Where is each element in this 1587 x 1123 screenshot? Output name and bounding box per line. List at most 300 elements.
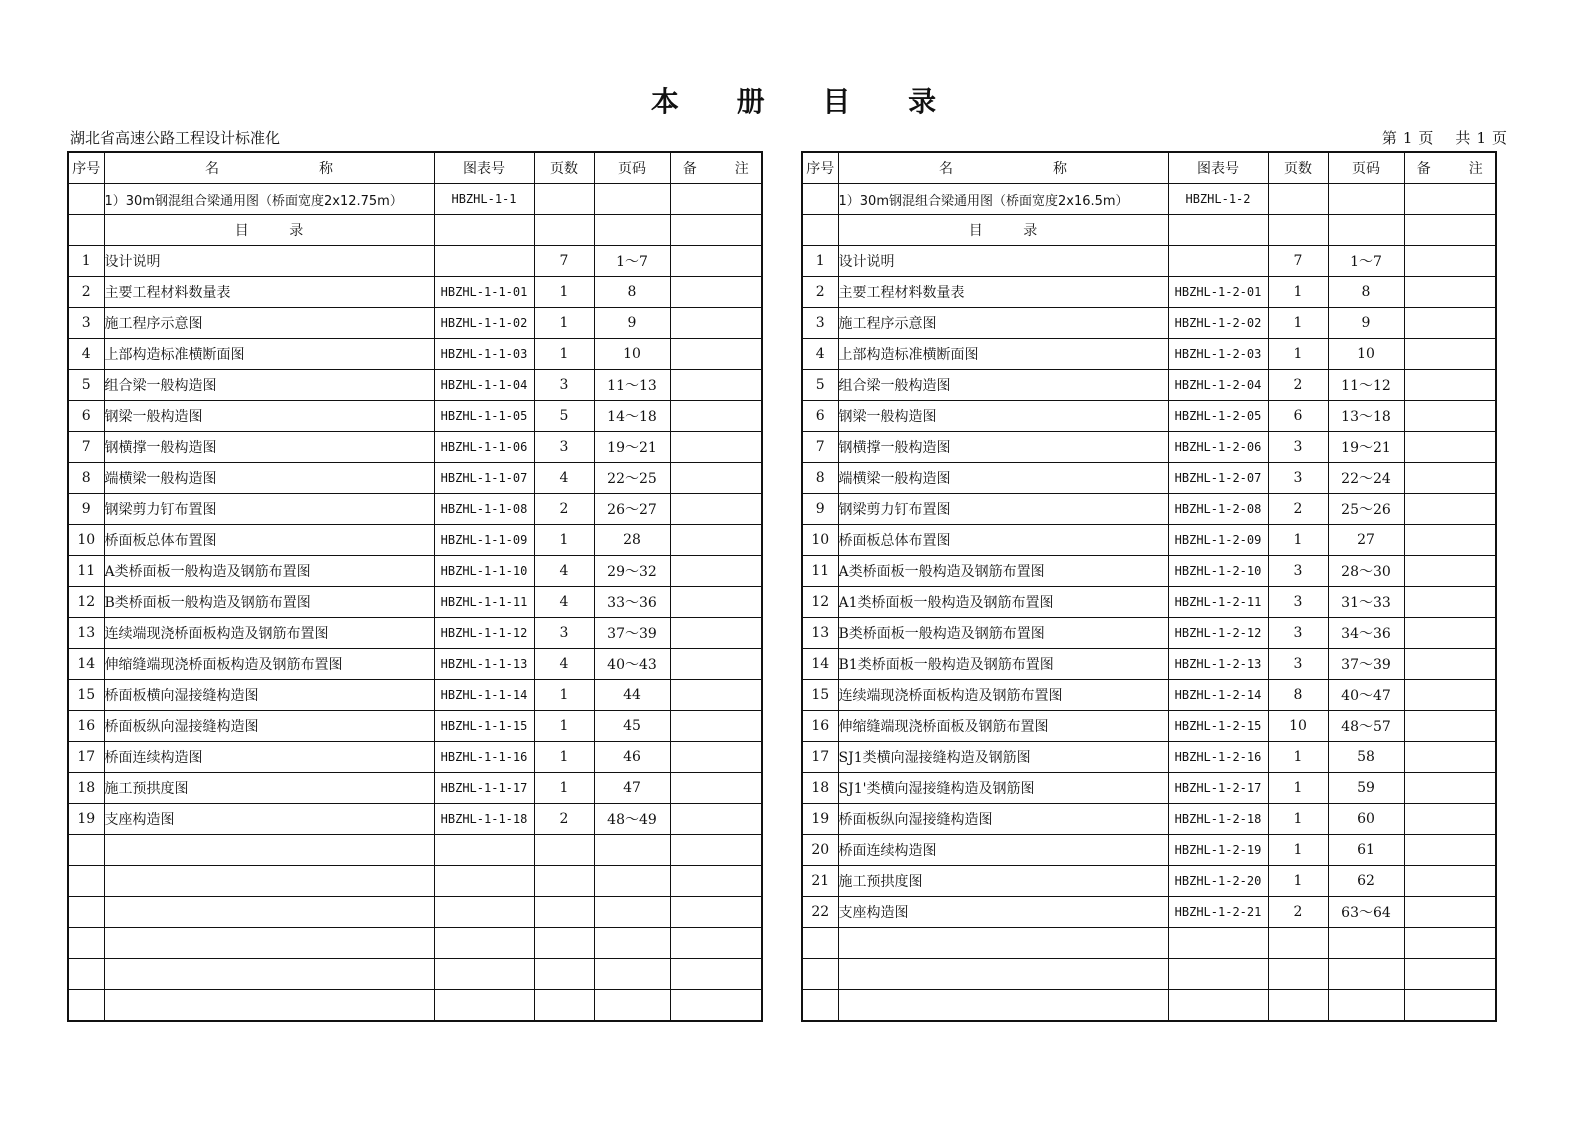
row-seq: 13: [802, 618, 838, 649]
row-page-no: 9: [594, 308, 670, 339]
row-code: HBZHL-1-2-15: [1168, 711, 1268, 742]
row-seq: 11: [68, 556, 104, 587]
row-page-no: 47: [594, 773, 670, 804]
row-name: A1类桥面板一般构造及钢筋布置图: [838, 587, 1168, 618]
row-pages: 7: [1268, 246, 1328, 277]
row-code: HBZHL-1-1-12: [434, 618, 534, 649]
row-pages: 1: [534, 277, 594, 308]
row-seq: 10: [802, 525, 838, 556]
row-pages: 5: [534, 401, 594, 432]
row-remark: [1404, 370, 1496, 401]
row-pages: 3: [534, 618, 594, 649]
row-seq: 1: [802, 246, 838, 277]
table-row: [802, 308, 1496, 339]
row-pages: 1: [1268, 308, 1328, 339]
row-remark: [1404, 866, 1496, 897]
row-seq: 14: [68, 649, 104, 680]
row-code: HBZHL-1-1-14: [434, 680, 534, 711]
row-page-no: [1328, 959, 1404, 990]
row-seq: [802, 928, 838, 959]
section-title: 1）30m钢混组合梁通用图（桥面宽度2x12.75m）: [104, 184, 434, 215]
row-name: 施工程序示意图: [104, 308, 434, 339]
row-name: 设计说明: [104, 246, 434, 277]
row-seq: 19: [68, 804, 104, 835]
row-name: 桥面板横向湿接缝构造图: [104, 680, 434, 711]
table-row: [68, 773, 762, 804]
row-pages: [534, 928, 594, 959]
row-code: HBZHL-1-1-09: [434, 525, 534, 556]
row-code: HBZHL-1-1-01: [434, 277, 534, 308]
row-name: 组合梁一般构造图: [838, 370, 1168, 401]
row-name: 支座构造图: [838, 897, 1168, 928]
row-page-no: 9: [1328, 308, 1404, 339]
row-code: HBZHL-1-2-14: [1168, 680, 1268, 711]
row-remark: [1404, 432, 1496, 463]
table-row: [802, 246, 1496, 277]
row-remark: [670, 618, 762, 649]
row-remark: [1404, 959, 1496, 990]
header-row: [802, 152, 1496, 184]
row-name: 施工预拱度图: [104, 773, 434, 804]
section-row: [802, 184, 1496, 215]
row-page-no: 46: [594, 742, 670, 773]
row-pages: 4: [534, 556, 594, 587]
row-code: HBZHL-1-2-13: [1168, 649, 1268, 680]
row-remark: [670, 773, 762, 804]
table-row: [68, 339, 762, 370]
contents-label: 目 录: [104, 215, 434, 246]
row-page-no: 61: [1328, 835, 1404, 866]
row-page-no: 40～47: [1328, 680, 1404, 711]
row-name: 桥面连续构造图: [104, 742, 434, 773]
row-code: HBZHL-1-2-11: [1168, 587, 1268, 618]
row-name: 端横梁一般构造图: [104, 463, 434, 494]
row-name: B类桥面板一般构造及钢筋布置图: [104, 587, 434, 618]
page-title: 本 册 目 录: [650, 85, 961, 118]
row-seq: 8: [68, 463, 104, 494]
row-remark: [670, 649, 762, 680]
row-name: 连续端现浇桥面板构造及钢筋布置图: [104, 618, 434, 649]
row-code: [434, 866, 534, 897]
row-name: 钢横撑一般构造图: [104, 432, 434, 463]
row-pages: 7: [534, 246, 594, 277]
table-row: [68, 277, 762, 308]
row-remark: [1404, 649, 1496, 680]
row-name: 组合梁一般构造图: [104, 370, 434, 401]
row-remark: [670, 556, 762, 587]
row-remark: [670, 370, 762, 401]
table-row: [68, 835, 762, 866]
row-seq: 9: [802, 494, 838, 525]
row-seq: [68, 835, 104, 866]
row-pages: 3: [1268, 463, 1328, 494]
row-code: HBZHL-1-2-04: [1168, 370, 1268, 401]
table-row: [802, 339, 1496, 370]
table-row: [802, 494, 1496, 525]
row-remark: [1404, 742, 1496, 773]
row-name: 桥面板纵向湿接缝构造图: [104, 711, 434, 742]
row-pages: [534, 835, 594, 866]
page-total-prefix: 共: [1455, 129, 1471, 147]
row-pages: 1: [534, 773, 594, 804]
row-code: HBZHL-1-2-07: [1168, 463, 1268, 494]
row-pages: 6: [1268, 401, 1328, 432]
row-seq: [802, 959, 838, 990]
row-pages: 1: [534, 711, 594, 742]
row-seq: 12: [802, 587, 838, 618]
row-pages: 1: [1268, 866, 1328, 897]
row-remark: [1404, 587, 1496, 618]
row-name: 施工程序示意图: [838, 308, 1168, 339]
table-row: [68, 990, 762, 1022]
row-page-no: 28～30: [1328, 556, 1404, 587]
row-seq: [68, 959, 104, 990]
row-page-no: 31～33: [1328, 587, 1404, 618]
row-pages: 3: [534, 432, 594, 463]
row-seq: 3: [68, 308, 104, 339]
row-page-no: 19～21: [594, 432, 670, 463]
row-page-no: 28: [594, 525, 670, 556]
page-total-unit: 页: [1491, 129, 1507, 147]
row-code: HBZHL-1-1-16: [434, 742, 534, 773]
row-remark: [1404, 990, 1496, 1022]
row-page-no: 8: [1328, 277, 1404, 308]
row-code: HBZHL-1-2-12: [1168, 618, 1268, 649]
row-name: 主要工程材料数量表: [838, 277, 1168, 308]
row-code: HBZHL-1-1-11: [434, 587, 534, 618]
row-code: HBZHL-1-1-10: [434, 556, 534, 587]
row-seq: 15: [802, 680, 838, 711]
row-remark: [1404, 339, 1496, 370]
table-row: [68, 742, 762, 773]
table-row: [802, 277, 1496, 308]
header-row: [68, 152, 762, 184]
row-code: [434, 246, 534, 277]
table-row: [68, 866, 762, 897]
row-page-no: 48～57: [1328, 711, 1404, 742]
table-row: [802, 618, 1496, 649]
row-remark: [1404, 556, 1496, 587]
section-code: HBZHL-1-2: [1168, 184, 1268, 215]
row-page-no: 14～18: [594, 401, 670, 432]
row-pages: 10: [1268, 711, 1328, 742]
row-pages: 2: [1268, 897, 1328, 928]
row-page-no: 10: [1328, 339, 1404, 370]
row-page-no: [594, 990, 670, 1022]
col-remark-header: 备 注: [670, 152, 762, 184]
row-page-no: 11～13: [594, 370, 670, 401]
table-row: [802, 711, 1496, 742]
row-page-no: 26～27: [594, 494, 670, 525]
col-pageno-header: 页码: [594, 152, 670, 184]
table-row: [68, 370, 762, 401]
row-code: HBZHL-1-2-21: [1168, 897, 1268, 928]
row-code: HBZHL-1-1-18: [434, 804, 534, 835]
row-seq: 7: [68, 432, 104, 463]
row-code: HBZHL-1-2-10: [1168, 556, 1268, 587]
row-page-no: [594, 897, 670, 928]
table-row: [68, 463, 762, 494]
row-name: 施工预拱度图: [838, 866, 1168, 897]
row-remark: [670, 432, 762, 463]
row-code: HBZHL-1-2-01: [1168, 277, 1268, 308]
row-pages: 4: [534, 649, 594, 680]
row-name: SJ1'类横向湿接缝构造及钢筋图: [838, 773, 1168, 804]
row-seq: 12: [68, 587, 104, 618]
page-info: [1376, 127, 1507, 148]
row-code: HBZHL-1-2-03: [1168, 339, 1268, 370]
row-pages: 1: [534, 525, 594, 556]
row-page-no: 37～39: [594, 618, 670, 649]
row-remark: [670, 959, 762, 990]
row-page-no: 45: [594, 711, 670, 742]
row-pages: 3: [1268, 649, 1328, 680]
row-name: 钢梁剪力钉布置图: [838, 494, 1168, 525]
row-remark: [1404, 680, 1496, 711]
row-seq: 1: [68, 246, 104, 277]
row-page-no: 33～36: [594, 587, 670, 618]
row-code: HBZHL-1-2-18: [1168, 804, 1268, 835]
row-name: [104, 990, 434, 1022]
row-name: [104, 897, 434, 928]
row-page-no: [594, 928, 670, 959]
row-pages: 2: [1268, 370, 1328, 401]
table-row: [802, 556, 1496, 587]
col-name-header: 名 称: [838, 152, 1168, 184]
row-remark: [1404, 494, 1496, 525]
row-code: HBZHL-1-1-03: [434, 339, 534, 370]
row-code: [1168, 990, 1268, 1022]
row-remark: [670, 711, 762, 742]
row-page-no: 25～26: [1328, 494, 1404, 525]
row-pages: 1: [1268, 742, 1328, 773]
row-page-no: 13～18: [1328, 401, 1404, 432]
row-remark: [670, 308, 762, 339]
row-name: 支座构造图: [104, 804, 434, 835]
row-code: HBZHL-1-1-13: [434, 649, 534, 680]
row-seq: [68, 866, 104, 897]
row-seq: 14: [802, 649, 838, 680]
row-name: 钢横撑一般构造图: [838, 432, 1168, 463]
table-row: [802, 525, 1496, 556]
row-name: [104, 866, 434, 897]
row-remark: [1404, 246, 1496, 277]
table-row: [802, 742, 1496, 773]
row-page-no: 29～32: [594, 556, 670, 587]
row-seq: 17: [68, 742, 104, 773]
table-row: [802, 959, 1496, 990]
row-page-no: 59: [1328, 773, 1404, 804]
row-page-no: [594, 959, 670, 990]
row-name: 钢梁一般构造图: [838, 401, 1168, 432]
row-page-no: 44: [594, 680, 670, 711]
row-remark: [670, 525, 762, 556]
row-pages: [534, 959, 594, 990]
row-pages: 3: [1268, 618, 1328, 649]
row-pages: 1: [534, 308, 594, 339]
row-pages: 4: [534, 587, 594, 618]
row-page-no: 48～49: [594, 804, 670, 835]
row-seq: 10: [68, 525, 104, 556]
row-code: HBZHL-1-2-09: [1168, 525, 1268, 556]
row-pages: 3: [534, 370, 594, 401]
row-seq: 15: [68, 680, 104, 711]
table-row: [802, 401, 1496, 432]
contents-row: [802, 215, 1496, 246]
row-remark: [1404, 308, 1496, 339]
table-row: [68, 432, 762, 463]
row-page-no: 63～64: [1328, 897, 1404, 928]
table-row: [68, 959, 762, 990]
row-code: HBZHL-1-1-05: [434, 401, 534, 432]
section-title: 1）30m钢混组合梁通用图（桥面宽度2x16.5m）: [838, 184, 1168, 215]
row-pages: 3: [1268, 587, 1328, 618]
row-page-no: 8: [594, 277, 670, 308]
col-remark-header: 备 注: [1404, 152, 1496, 184]
row-pages: 1: [534, 742, 594, 773]
col-pageno-header: 页码: [1328, 152, 1404, 184]
table-row: [802, 866, 1496, 897]
row-pages: [534, 897, 594, 928]
row-seq: 5: [68, 370, 104, 401]
row-remark: [670, 897, 762, 928]
index-table-right: [801, 151, 1497, 1022]
row-remark: [1404, 773, 1496, 804]
row-seq: 3: [802, 308, 838, 339]
table-row: [802, 804, 1496, 835]
row-page-no: [1328, 990, 1404, 1022]
row-seq: 19: [802, 804, 838, 835]
row-seq: 4: [68, 339, 104, 370]
row-seq: 21: [802, 866, 838, 897]
row-remark: [1404, 897, 1496, 928]
row-remark: [670, 463, 762, 494]
row-code: [1168, 959, 1268, 990]
row-code: HBZHL-1-1-07: [434, 463, 534, 494]
row-name: 桥面板纵向湿接缝构造图: [838, 804, 1168, 835]
row-pages: 2: [534, 804, 594, 835]
table-row: [68, 804, 762, 835]
row-page-no: [594, 866, 670, 897]
row-pages: 3: [1268, 556, 1328, 587]
row-pages: [1268, 928, 1328, 959]
row-name: [104, 928, 434, 959]
row-seq: 4: [802, 339, 838, 370]
row-pages: 1: [1268, 773, 1328, 804]
row-remark: [1404, 618, 1496, 649]
row-pages: [534, 866, 594, 897]
row-name: 连续端现浇桥面板构造及钢筋布置图: [838, 680, 1168, 711]
row-name: B类桥面板一般构造及钢筋布置图: [838, 618, 1168, 649]
row-code: [434, 835, 534, 866]
row-seq: 2: [802, 277, 838, 308]
contents-row: [68, 215, 762, 246]
row-page-no: 19～21: [1328, 432, 1404, 463]
row-pages: [1268, 959, 1328, 990]
row-name: A类桥面板一般构造及钢筋布置图: [838, 556, 1168, 587]
table-row: [68, 556, 762, 587]
row-remark: [1404, 928, 1496, 959]
row-page-no: 10: [594, 339, 670, 370]
table-row: [68, 587, 762, 618]
table-row: [802, 649, 1496, 680]
row-remark: [1404, 711, 1496, 742]
row-code: [434, 897, 534, 928]
row-name: 设计说明: [838, 246, 1168, 277]
row-page-no: 58: [1328, 742, 1404, 773]
row-remark: [670, 990, 762, 1022]
row-pages: 1: [1268, 339, 1328, 370]
row-remark: [1404, 525, 1496, 556]
row-seq: [68, 990, 104, 1022]
table-row: [802, 587, 1496, 618]
organization-label: 湖北省高速公路工程设计标准化: [70, 129, 281, 147]
row-seq: [68, 928, 104, 959]
row-pages: 1: [1268, 835, 1328, 866]
col-seq-header: 序号: [68, 152, 104, 184]
table-row: [802, 463, 1496, 494]
row-page-no: 62: [1328, 866, 1404, 897]
row-code: HBZHL-1-2-19: [1168, 835, 1268, 866]
row-code: [434, 990, 534, 1022]
row-pages: [1268, 990, 1328, 1022]
row-code: HBZHL-1-1-06: [434, 432, 534, 463]
page-total: 1: [1476, 129, 1486, 147]
table-row: [802, 897, 1496, 928]
col-seq-header: 序号: [802, 152, 838, 184]
table-row: [802, 773, 1496, 804]
section-row: [68, 184, 762, 215]
row-seq: 8: [802, 463, 838, 494]
row-remark: [1404, 835, 1496, 866]
row-page-no: [1328, 928, 1404, 959]
row-remark: [1404, 804, 1496, 835]
row-page-no: 40～43: [594, 649, 670, 680]
row-code: HBZHL-1-2-05: [1168, 401, 1268, 432]
row-seq: 16: [68, 711, 104, 742]
row-code: HBZHL-1-1-15: [434, 711, 534, 742]
row-pages: 3: [1268, 432, 1328, 463]
row-code: HBZHL-1-1-04: [434, 370, 534, 401]
row-name: 桥面板总体布置图: [838, 525, 1168, 556]
contents-label: 目 录: [838, 215, 1168, 246]
row-seq: 22: [802, 897, 838, 928]
row-code: HBZHL-1-1-02: [434, 308, 534, 339]
row-name: B1类桥面板一般构造及钢筋布置图: [838, 649, 1168, 680]
row-pages: [534, 990, 594, 1022]
row-name: 钢梁一般构造图: [104, 401, 434, 432]
row-code: HBZHL-1-2-16: [1168, 742, 1268, 773]
row-name: 伸缩缝端现浇桥面板及钢筋布置图: [838, 711, 1168, 742]
row-seq: 9: [68, 494, 104, 525]
row-name: 伸缩缝端现浇桥面板构造及钢筋布置图: [104, 649, 434, 680]
row-name: [838, 990, 1168, 1022]
row-code: HBZHL-1-2-17: [1168, 773, 1268, 804]
row-remark: [1404, 401, 1496, 432]
table-row: [68, 649, 762, 680]
row-seq: 6: [802, 401, 838, 432]
row-remark: [670, 928, 762, 959]
row-remark: [670, 587, 762, 618]
row-remark: [1404, 463, 1496, 494]
row-page-no: 11～12: [1328, 370, 1404, 401]
table-row: [802, 680, 1496, 711]
row-code: HBZHL-1-1-17: [434, 773, 534, 804]
row-pages: 2: [534, 494, 594, 525]
table-row: [802, 432, 1496, 463]
row-remark: [1404, 277, 1496, 308]
table-row: [68, 928, 762, 959]
